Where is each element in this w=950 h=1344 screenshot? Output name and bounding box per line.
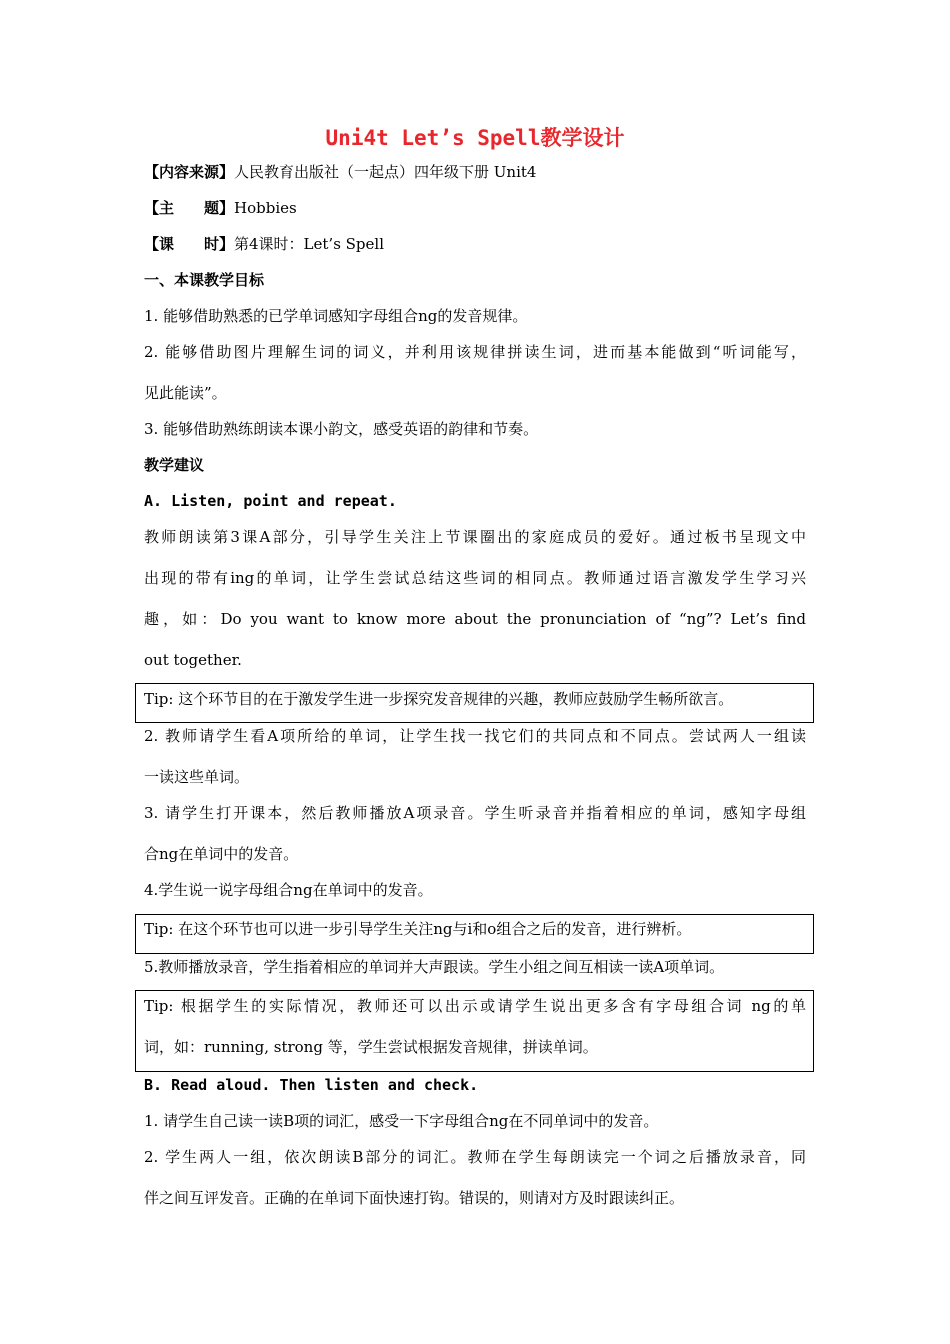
part-b-step-2-line-2: 伴之间互评发音。正确的在单词下面快速打钩。错误的，则请对方及时跟读纠正。 [144, 1189, 685, 1207]
part-b-step-2-line-1: 2. 学生两人一组，依次朗读B部分的词汇。教师在学生每朗读完一个词之后播放录音，同 [144, 1148, 806, 1166]
objectives-heading: 一、本课教学目标 [144, 271, 265, 289]
tip-3-line-1: Tip: 根据学生的实际情况，教师还可以出示或请学生说出更多含有字母组合词 ng的单 [144, 997, 806, 1015]
period-value: 第4课时：Let’s Spell [234, 235, 385, 253]
step-5: 5.教师播放录音，学生指着相应的单词并大声跟读。学生小组之间互相读一读A项单词。 [144, 958, 725, 976]
tip-3-line-2: 词，如：running, strong 等，学生尝试根据发音规律，拼读单词。 [144, 1038, 598, 1056]
topic-label: 【主 题】 [144, 199, 235, 217]
meta-period [144, 233, 384, 255]
step-2-line-1: 2. 教师请学生看A项所给的单词，让学生找一找它们的共同点和不同点。尝试两人一组读 [144, 727, 806, 745]
objective-item-2-line-2: 见此能读”。 [144, 384, 227, 402]
suggestions-heading: 教学建议 [144, 456, 205, 474]
tip-2: Tip: 在这个环节也可以进一步引导学生关注ng与i和o组合之后的发音，进行辨析。 [144, 920, 692, 938]
objective-item-2-line-1: 2. 能够借助图片理解生词的词义，并利用该规律拼读生词，进而基本能做到“听词能写， [144, 343, 806, 361]
part-b-heading: B. Read aloud. Then listen and check. [144, 1076, 479, 1094]
meta-topic [144, 197, 297, 219]
tip-1: Tip: 这个环节目的在于激发学生进一步探究发音规律的兴趣，教师应鼓励学生畅所欲言。 [144, 690, 734, 708]
part-a-paragraph-line-2: 出现的带有ing的单词，让学生尝试总结这些词的相同点。教师通过语言激发学生学习兴 [144, 569, 806, 587]
step-2-line-2: 一读这些单词。 [144, 768, 250, 786]
part-a-paragraph-line-1: 教师朗读第3课A部分，引导学生关注上节课圈出的家庭成员的爱好。通过板书呈现文中 [144, 528, 806, 546]
topic-value: Hobbies [234, 199, 297, 217]
objective-item-3: 3. 能够借助熟练朗读本课小韵文，感受英语的韵律和节奏。 [144, 420, 539, 438]
step-4: 4.学生说一说字母组合ng在单词中的发音。 [144, 881, 433, 899]
meta-source [144, 161, 536, 183]
step-3-line-1: 3. 请学生打开课本，然后教师播放A项录音。学生听录音并指着相应的单词，感知字母组 [144, 804, 806, 822]
part-a-paragraph-line-3: 趣，如：Do you want to know more about the pronunciation of “ng”? Let’s find [144, 610, 806, 628]
part-a-heading: A. Listen, point and repeat. [144, 492, 397, 510]
period-label: 【课 时】 [144, 235, 235, 253]
part-a-paragraph-line-4: out together. [144, 651, 242, 669]
part-b-step-1: 1. 请学生自己读一读B项的词汇，感受一下字母组合ng在不同单词中的发音。 [144, 1112, 659, 1130]
step-3-line-2: 合ng在单词中的发音。 [144, 845, 299, 863]
source-label: 【内容来源】 [144, 163, 235, 181]
objective-item-1: 1. 能够借助熟悉的已学单词感知字母组合ng的发音规律。 [144, 307, 528, 325]
source-value: 人民教育出版社（一起点）四年级下册 Unit4 [234, 163, 537, 181]
document-title: Uni4t Let’s Spell教学设计 [325, 126, 625, 150]
